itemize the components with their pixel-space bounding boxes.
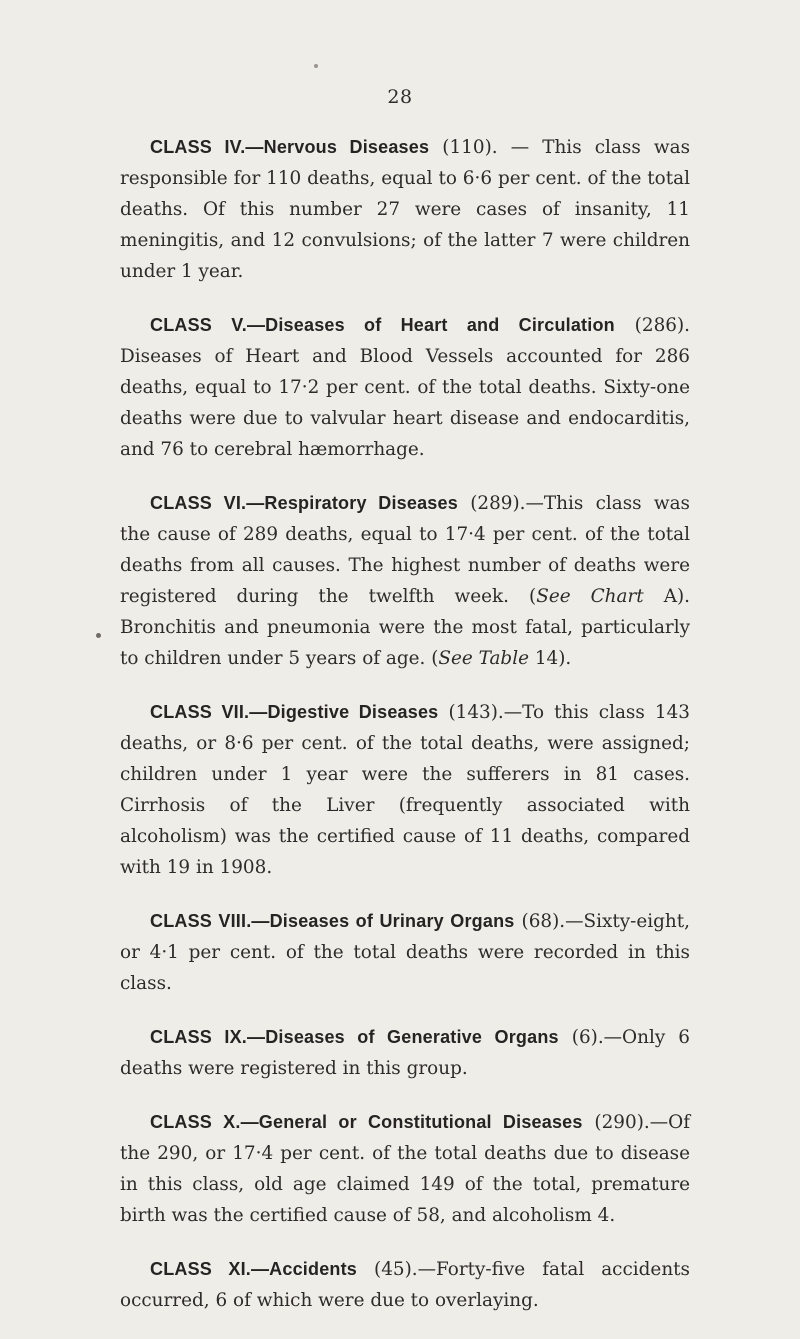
paragraph-text: (68).—Sixty-eight, or 4·1 per cent. of the total deaths were recorded in this class. <box>120 911 690 994</box>
paragraph-text: (143).—To this class 143 deaths, or 8·6 per cent. of the total deaths, were assigned; children under 1 year were the sufferers in 81 cases. Cirrhosis of the Liver (frequently associated with alcoholism) was the certified cause of 11 deaths, compared with 19 in 1908. <box>120 702 690 878</box>
paragraph-text: (110). — This class was responsible for 110 deaths, equal to 6·6 per cent. of the total deaths. Of this number 27 were cases of insanity, 11 meningitis, and 12 convulsions; of the latter 7 were children under 1 year. <box>120 137 691 282</box>
paragraph-class-v <box>120 310 690 465</box>
paragraph-class-iv <box>120 132 690 287</box>
chart-reference: See Chart <box>536 586 644 607</box>
table-reference: See Table <box>438 648 529 669</box>
page-number: 28 <box>387 86 413 108</box>
section-heading: CLASS VII.—Digestive Diseases <box>150 702 439 722</box>
report-body <box>120 132 690 1339</box>
paragraph-text: 14). <box>528 648 572 669</box>
paragraph-class-ix <box>120 1022 690 1084</box>
paragraph-text: A). Bronchitis and pneumonia were the most fatal, particularly to children under 5 years of age. ( <box>120 586 690 669</box>
paragraph-text: (286). Diseases of Heart and Blood Vessels accounted for 286 deaths, equal to 17·2 per cent. of the total deaths. Sixty-one deaths were due to valvular heart disease and endocarditis, and 76 to cerebral hæmorrhage. <box>120 315 690 460</box>
paragraph-class-viii <box>120 906 690 999</box>
paragraph-class-x <box>120 1107 690 1231</box>
section-heading: CLASS IX.—Diseases of Generative Organs <box>150 1027 559 1047</box>
paragraph-class-vii <box>120 697 690 883</box>
paragraph-text: (290).—Of the 290, or 17·4 per cent. of the total deaths due to disease in this class, old age claimed 149 of the total, premature birth was the certified cause of 58, and alcoholism 4. <box>120 1112 691 1226</box>
paper-speck-mark <box>314 64 318 68</box>
section-heading: CLASS XI.—Accidents <box>150 1259 358 1279</box>
section-heading: CLASS V.—Diseases of Heart and Circulation <box>150 315 615 335</box>
paragraph-class-xi <box>120 1254 690 1316</box>
section-heading: CLASS X.—General or Constitutional Diseases <box>150 1112 583 1132</box>
paragraph-class-vi <box>120 488 690 674</box>
section-heading: CLASS VIII.—Diseases of Urinary Organs <box>150 911 515 931</box>
paragraph-text: (289).—This class was the cause of 289 deaths, equal to 17·4 per cent. of the total deaths from all causes. The highest number of deaths were registered during the twelfth week. ( <box>120 493 690 607</box>
paragraph-text: (45).—Forty-five fatal accidents occurred, 6 of which were due to overlaying. <box>120 1259 690 1311</box>
paragraph-text: (6).—Only 6 deaths were registered in this group. <box>120 1027 690 1079</box>
section-heading: CLASS VI.—Respiratory Diseases <box>150 493 458 513</box>
section-heading: CLASS IV.—Nervous Diseases <box>150 137 430 157</box>
paper-speck-mark <box>96 633 101 638</box>
